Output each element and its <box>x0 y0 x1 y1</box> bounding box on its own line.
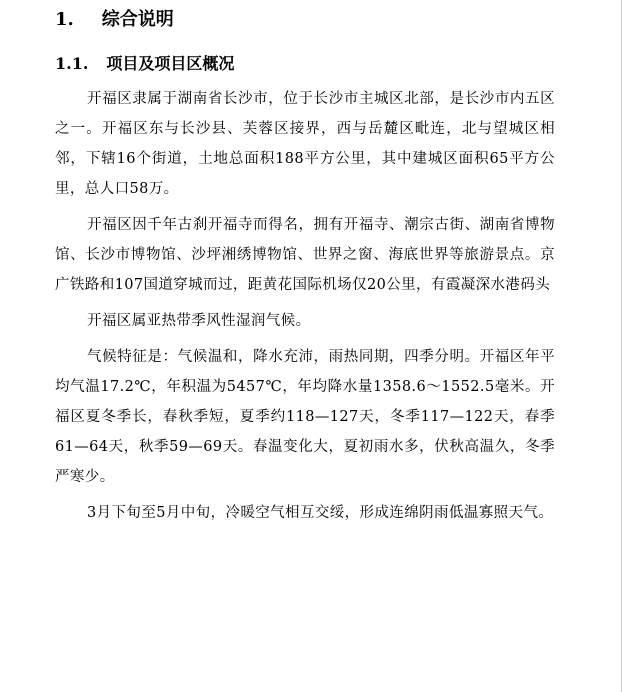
paragraph-spring-weather: 3月下旬至5月中旬，冷暖空气相互交绥，形成连绵阴雨低温寡照天气。 <box>87 505 554 521</box>
paragraph-attractions: 开福区因千年古刹开福寺而得名，拥有开福寺、潮宗古街、湖南省博物馆、长沙市博物馆、沙坪湘绣博物馆、世界之窗、海底世界等旅游景点。京广铁路和107国道穿城而过，距黄花国际机场仅20公里，有霞凝深水港码头 <box>55 217 555 293</box>
subsection-heading <box>55 36 555 84</box>
document-body <box>55 6 555 528</box>
section-heading <box>55 6 555 36</box>
section-title: 综合说明 <box>101 9 174 30</box>
subsection-title: 项目及项目区概况 <box>106 54 235 73</box>
paragraph-climate-type: 开福区属亚热带季风性湿润气候。 <box>87 313 311 329</box>
paragraph-climate-features: 气候特征是：气候温和，降水充沛，雨热同期，四季分明。开福区年平均气温17.2℃，年积温为5457℃，年均降水量1358.6～1552.5毫米。开福区夏冬季长，春秋季短，夏季约118—127天，冬季117—122天，春季61—64天，秋季59—69天。春温变化大，夏初雨水多，伏秋高温久，冬季严寒少。 <box>55 349 555 485</box>
section-number: 1. <box>55 9 74 30</box>
subsection-number: 1.1. <box>55 54 89 73</box>
paragraph-location: 开福区隶属于湖南省长沙市，位于长沙市主城区北部，是长沙市内五区之一。开福区东与长沙县、芙蓉区接界，西与岳麓区毗连，北与望城区相邻，下辖16个街道，土地总面积188平方公里，其中建城区面积65平方公里，总人口58万。 <box>55 91 555 197</box>
